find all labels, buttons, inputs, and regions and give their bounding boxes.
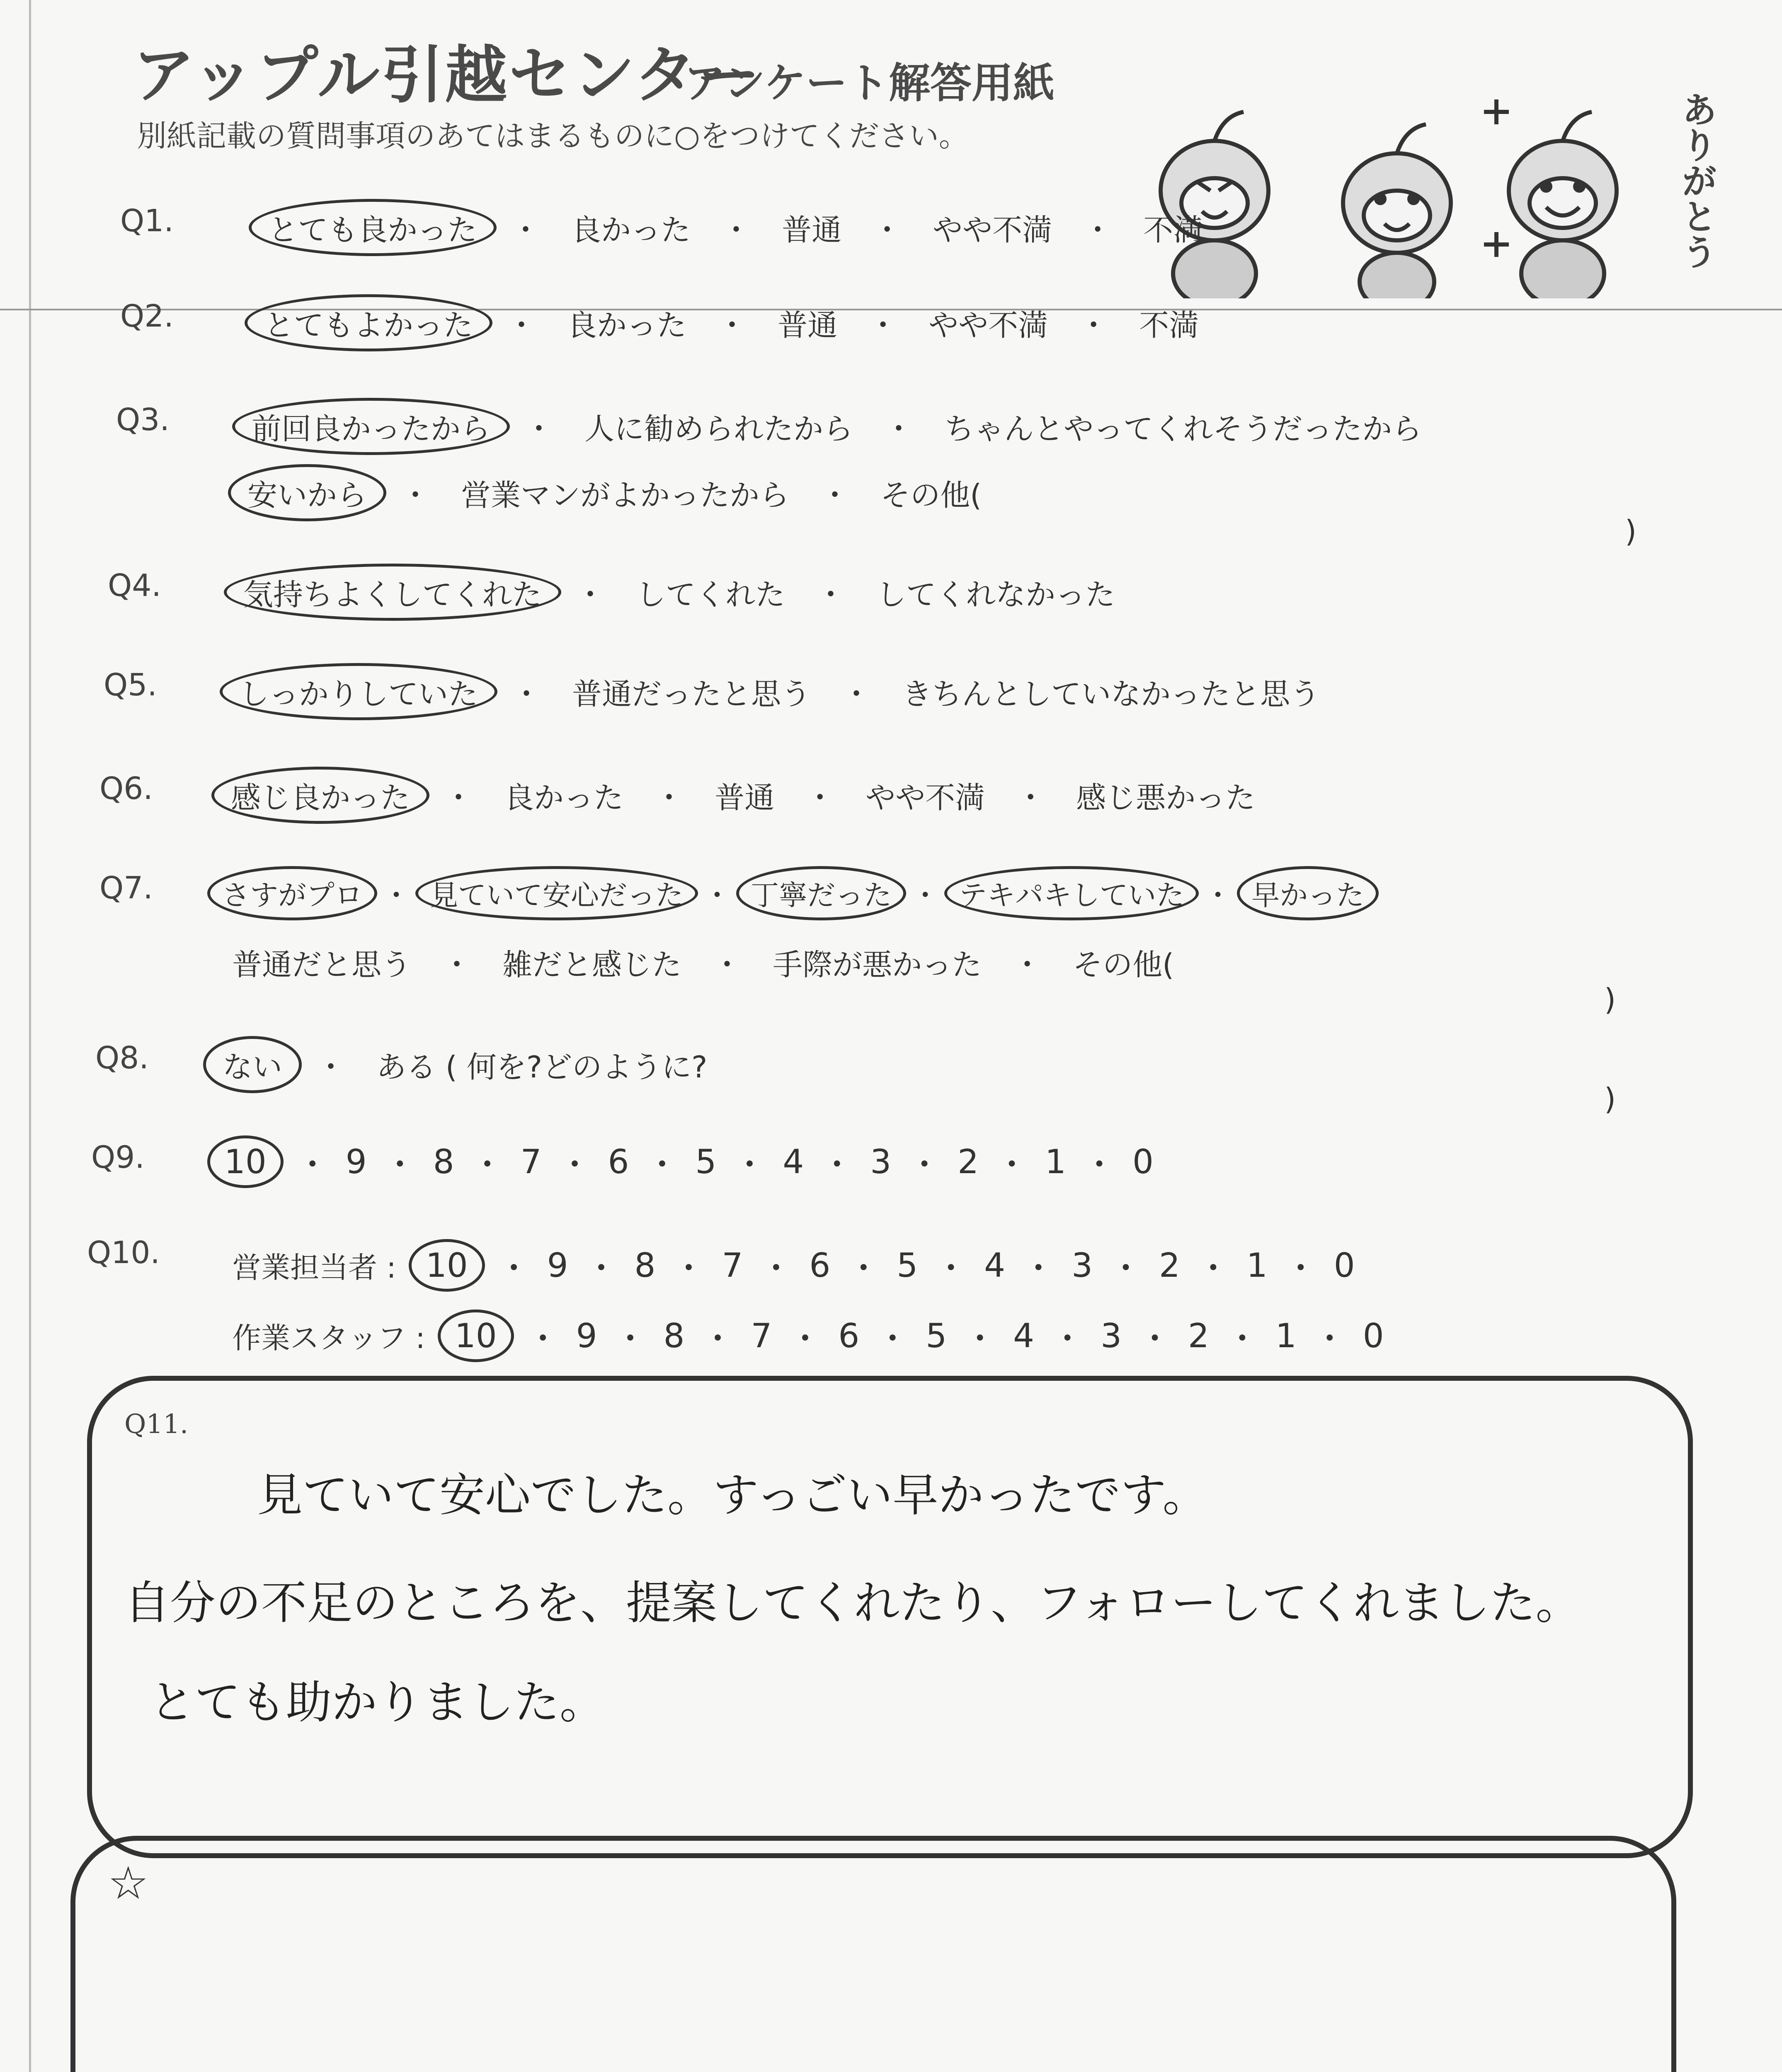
question-number: Q1. (120, 203, 174, 239)
rating-option[interactable]: 7 (751, 1317, 772, 1355)
rating-option[interactable]: 6 (608, 1143, 629, 1181)
rating-option[interactable]: 1 (1246, 1246, 1268, 1285)
question-number: Q5. (104, 667, 157, 703)
answer-option[interactable]: 人に勧められたから (584, 411, 853, 446)
rating-option[interactable]: 6 (838, 1317, 860, 1355)
rating-option[interactable]: 5 (695, 1143, 717, 1181)
answer-option[interactable]: やや不満 (933, 213, 1052, 247)
answer-option[interactable]: きちんとしていなかったと思う (902, 677, 1320, 712)
rating-option[interactable]: 8 (634, 1246, 656, 1285)
star-comment-box[interactable] (70, 1836, 1676, 2072)
scan-edge-line (29, 0, 31, 2072)
answer-option[interactable]: やや不満 (929, 308, 1048, 343)
closing-paren: ) (1604, 982, 1616, 1017)
answer-option-selected[interactable]: 安いから (228, 464, 386, 521)
answer-option-selected[interactable]: テキパキしていた (944, 866, 1199, 920)
closing-paren: ) (1604, 1082, 1616, 1116)
rating-option[interactable]: 9 (547, 1246, 568, 1285)
answer-option[interactable]: 普通 (782, 213, 842, 247)
answer-option-selected[interactable]: 感じ良かった (211, 767, 429, 824)
rating-row-label: 作業スタッフ : (232, 1321, 425, 1355)
rating-option-selected[interactable]: 10 (409, 1239, 485, 1292)
rating-option[interactable]: 4 (1013, 1317, 1035, 1355)
answer-row: とても良かった ・ 良かった ・ 普通 ・ やや不満 ・ 不満 (249, 199, 1220, 256)
handwritten-comment-line: 自分の不足のところを、提案してくれたり、フォローしてくれました。 (124, 1576, 1581, 1629)
rating-option[interactable]: 0 (1333, 1246, 1355, 1285)
mascot-illustration (1140, 66, 1720, 298)
question-number: Q7. (99, 870, 153, 906)
mascot-caption: ありがとう (1675, 91, 1717, 269)
question-number: Q4. (108, 568, 161, 603)
answer-option[interactable]: してくれなかった (876, 577, 1115, 612)
handwritten-comment-line: とても助かりました。 (149, 1676, 605, 1729)
answer-option-selected[interactable]: 気持ちよくしてくれた (224, 564, 561, 621)
answer-row: しっかりしていた ・ 普通だったと思う ・ きちんとしていなかったと思う (220, 663, 1336, 720)
answer-option-selected[interactable]: とてもよかった (245, 294, 492, 351)
question-number: Q3. (116, 402, 170, 438)
rating-option[interactable]: 0 (1363, 1317, 1384, 1355)
answer-option-selected[interactable]: さすがプロ (207, 866, 377, 920)
answer-option[interactable]: 不満 (1139, 308, 1199, 343)
answer-option[interactable]: その他( (880, 478, 982, 513)
answer-option[interactable]: やや不満 (866, 780, 985, 815)
answer-option[interactable]: 雑だと感じた (502, 947, 682, 982)
question-number: Q8. (95, 1040, 149, 1076)
answer-row: さすがプロ ・ 見ていて安心だった ・ 丁寧だった ・ テキパキしていた ・ 早かった (207, 866, 1379, 920)
answer-option[interactable]: 手際が悪かった (773, 947, 982, 982)
rating-option[interactable]: 5 (897, 1246, 918, 1285)
question-number: Q9. (91, 1140, 145, 1175)
page-title: アップル引越センター (133, 39, 762, 111)
answer-option[interactable]: 感じ悪かった (1076, 780, 1256, 815)
rating-option[interactable]: 3 (1072, 1246, 1093, 1285)
rating-option[interactable]: 4 (783, 1143, 804, 1181)
answer-option[interactable]: ある ( 何を?どのように? (376, 1050, 708, 1084)
answer-option-selected[interactable]: 見ていて安心だった (415, 866, 698, 920)
answer-option-selected[interactable]: とても良かった (249, 199, 497, 256)
rating-row: 10 ・ 9 ・ 8 ・ 7 ・ 6 ・ 5 ・ 4 ・ 3 ・ 2 ・ 1 ・ 0 (207, 1135, 1158, 1188)
rating-option[interactable]: 6 (809, 1246, 831, 1285)
rating-row-label: 営業担当者 : (232, 1251, 396, 1285)
answer-option[interactable]: その他( (1073, 947, 1174, 982)
handwritten-comment-line: 見ていて安心でした。すっごい早かったです。 (257, 1469, 1208, 1522)
rating-row: 作業スタッフ : 10 ・ 9 ・ 8 ・ 7 ・ 6 ・ 5 ・ 4 ・ 3 ・ 2 ・ 1 ・ 0 (232, 1310, 1388, 1362)
answer-option[interactable]: 営業マンがよかったから (461, 478, 790, 513)
answer-option-selected[interactable]: しっかりしていた (220, 663, 497, 720)
answer-row: 感じ良かった ・ 良かった ・ 普通 ・ やや不満 ・ 感じ悪かった (211, 767, 1272, 824)
rating-option[interactable]: 1 (1045, 1143, 1066, 1181)
closing-paren: ) (1625, 514, 1637, 549)
rating-option[interactable]: 0 (1132, 1143, 1154, 1181)
answer-option[interactable]: してくれた (636, 577, 786, 612)
rating-option[interactable]: 7 (520, 1143, 542, 1181)
page-subtitle: アンケート解答用紙 (684, 59, 1055, 107)
answer-option-selected[interactable]: 丁寧だった (736, 866, 906, 920)
rating-option[interactable]: 5 (926, 1317, 947, 1355)
answer-option[interactable]: 普通だと思う (232, 947, 412, 982)
answer-option[interactable]: 普通だったと思う (572, 677, 811, 712)
question-number: Q6. (99, 771, 153, 806)
rating-option[interactable]: 3 (870, 1143, 892, 1181)
answer-row: 普通だと思う ・ 雑だと感じた ・ 手際が悪かった ・ その他( (216, 937, 1190, 988)
rating-option[interactable]: 9 (345, 1143, 367, 1181)
answer-row: 安いから ・ 営業マンがよかったから ・ その他( (228, 464, 998, 521)
rating-option[interactable]: 2 (958, 1143, 979, 1181)
rating-option-selected[interactable]: 10 (207, 1135, 284, 1188)
answer-option-selected[interactable]: 早かった (1237, 866, 1379, 920)
instructions: 別紙記載の質問事項のあてはまるものに○をつけてください。 (137, 119, 969, 153)
answer-option[interactable]: 良かった (504, 780, 624, 815)
question-number: Q10. (87, 1235, 160, 1271)
rating-option[interactable]: 8 (433, 1143, 454, 1181)
rating-option[interactable]: 9 (576, 1317, 597, 1355)
question-number: Q11. (124, 1409, 189, 1440)
answer-row: ない ・ ある ( 何を?どのように? (203, 1036, 724, 1093)
answer-option[interactable]: 不満 (1143, 213, 1203, 247)
rating-option[interactable]: 3 (1101, 1317, 1122, 1355)
rating-option-selected[interactable]: 10 (438, 1310, 514, 1362)
answer-option[interactable]: 良かった (567, 308, 687, 343)
rating-option[interactable]: 2 (1188, 1317, 1209, 1355)
answer-row: 前回良かったから ・ 人に勧められたから ・ ちゃんとやってくれそうだったから (232, 398, 1438, 455)
answer-option-selected[interactable]: 前回良かったから (232, 398, 510, 455)
rating-option[interactable]: 4 (984, 1246, 1006, 1285)
answer-option-selected[interactable]: ない (203, 1036, 302, 1093)
answer-option[interactable]: 普通 (778, 308, 838, 343)
answer-row: とてもよかった ・ 良かった ・ 普通 ・ やや不満 ・ 不満 (245, 294, 1215, 351)
rating-option[interactable]: 7 (722, 1246, 743, 1285)
answer-option[interactable]: 良かった (571, 213, 691, 247)
answer-option[interactable]: 普通 (715, 780, 775, 815)
question-number: Q2. (120, 298, 174, 334)
rating-row: 営業担当者 : 10 ・ 9 ・ 8 ・ 7 ・ 6 ・ 5 ・ 4 ・ 3 ・ 2 ・ 1 ・ 0 (232, 1239, 1359, 1292)
rating-option[interactable]: 8 (663, 1317, 685, 1355)
answer-option[interactable]: ちゃんとやってくれそうだったから (944, 411, 1422, 446)
rating-option[interactable]: 2 (1159, 1246, 1180, 1285)
rating-option[interactable]: 1 (1275, 1317, 1297, 1355)
star-icon: ☆ (108, 1857, 149, 1910)
answer-row: 気持ちよくしてくれた ・ してくれた ・ してくれなかった (224, 564, 1132, 621)
